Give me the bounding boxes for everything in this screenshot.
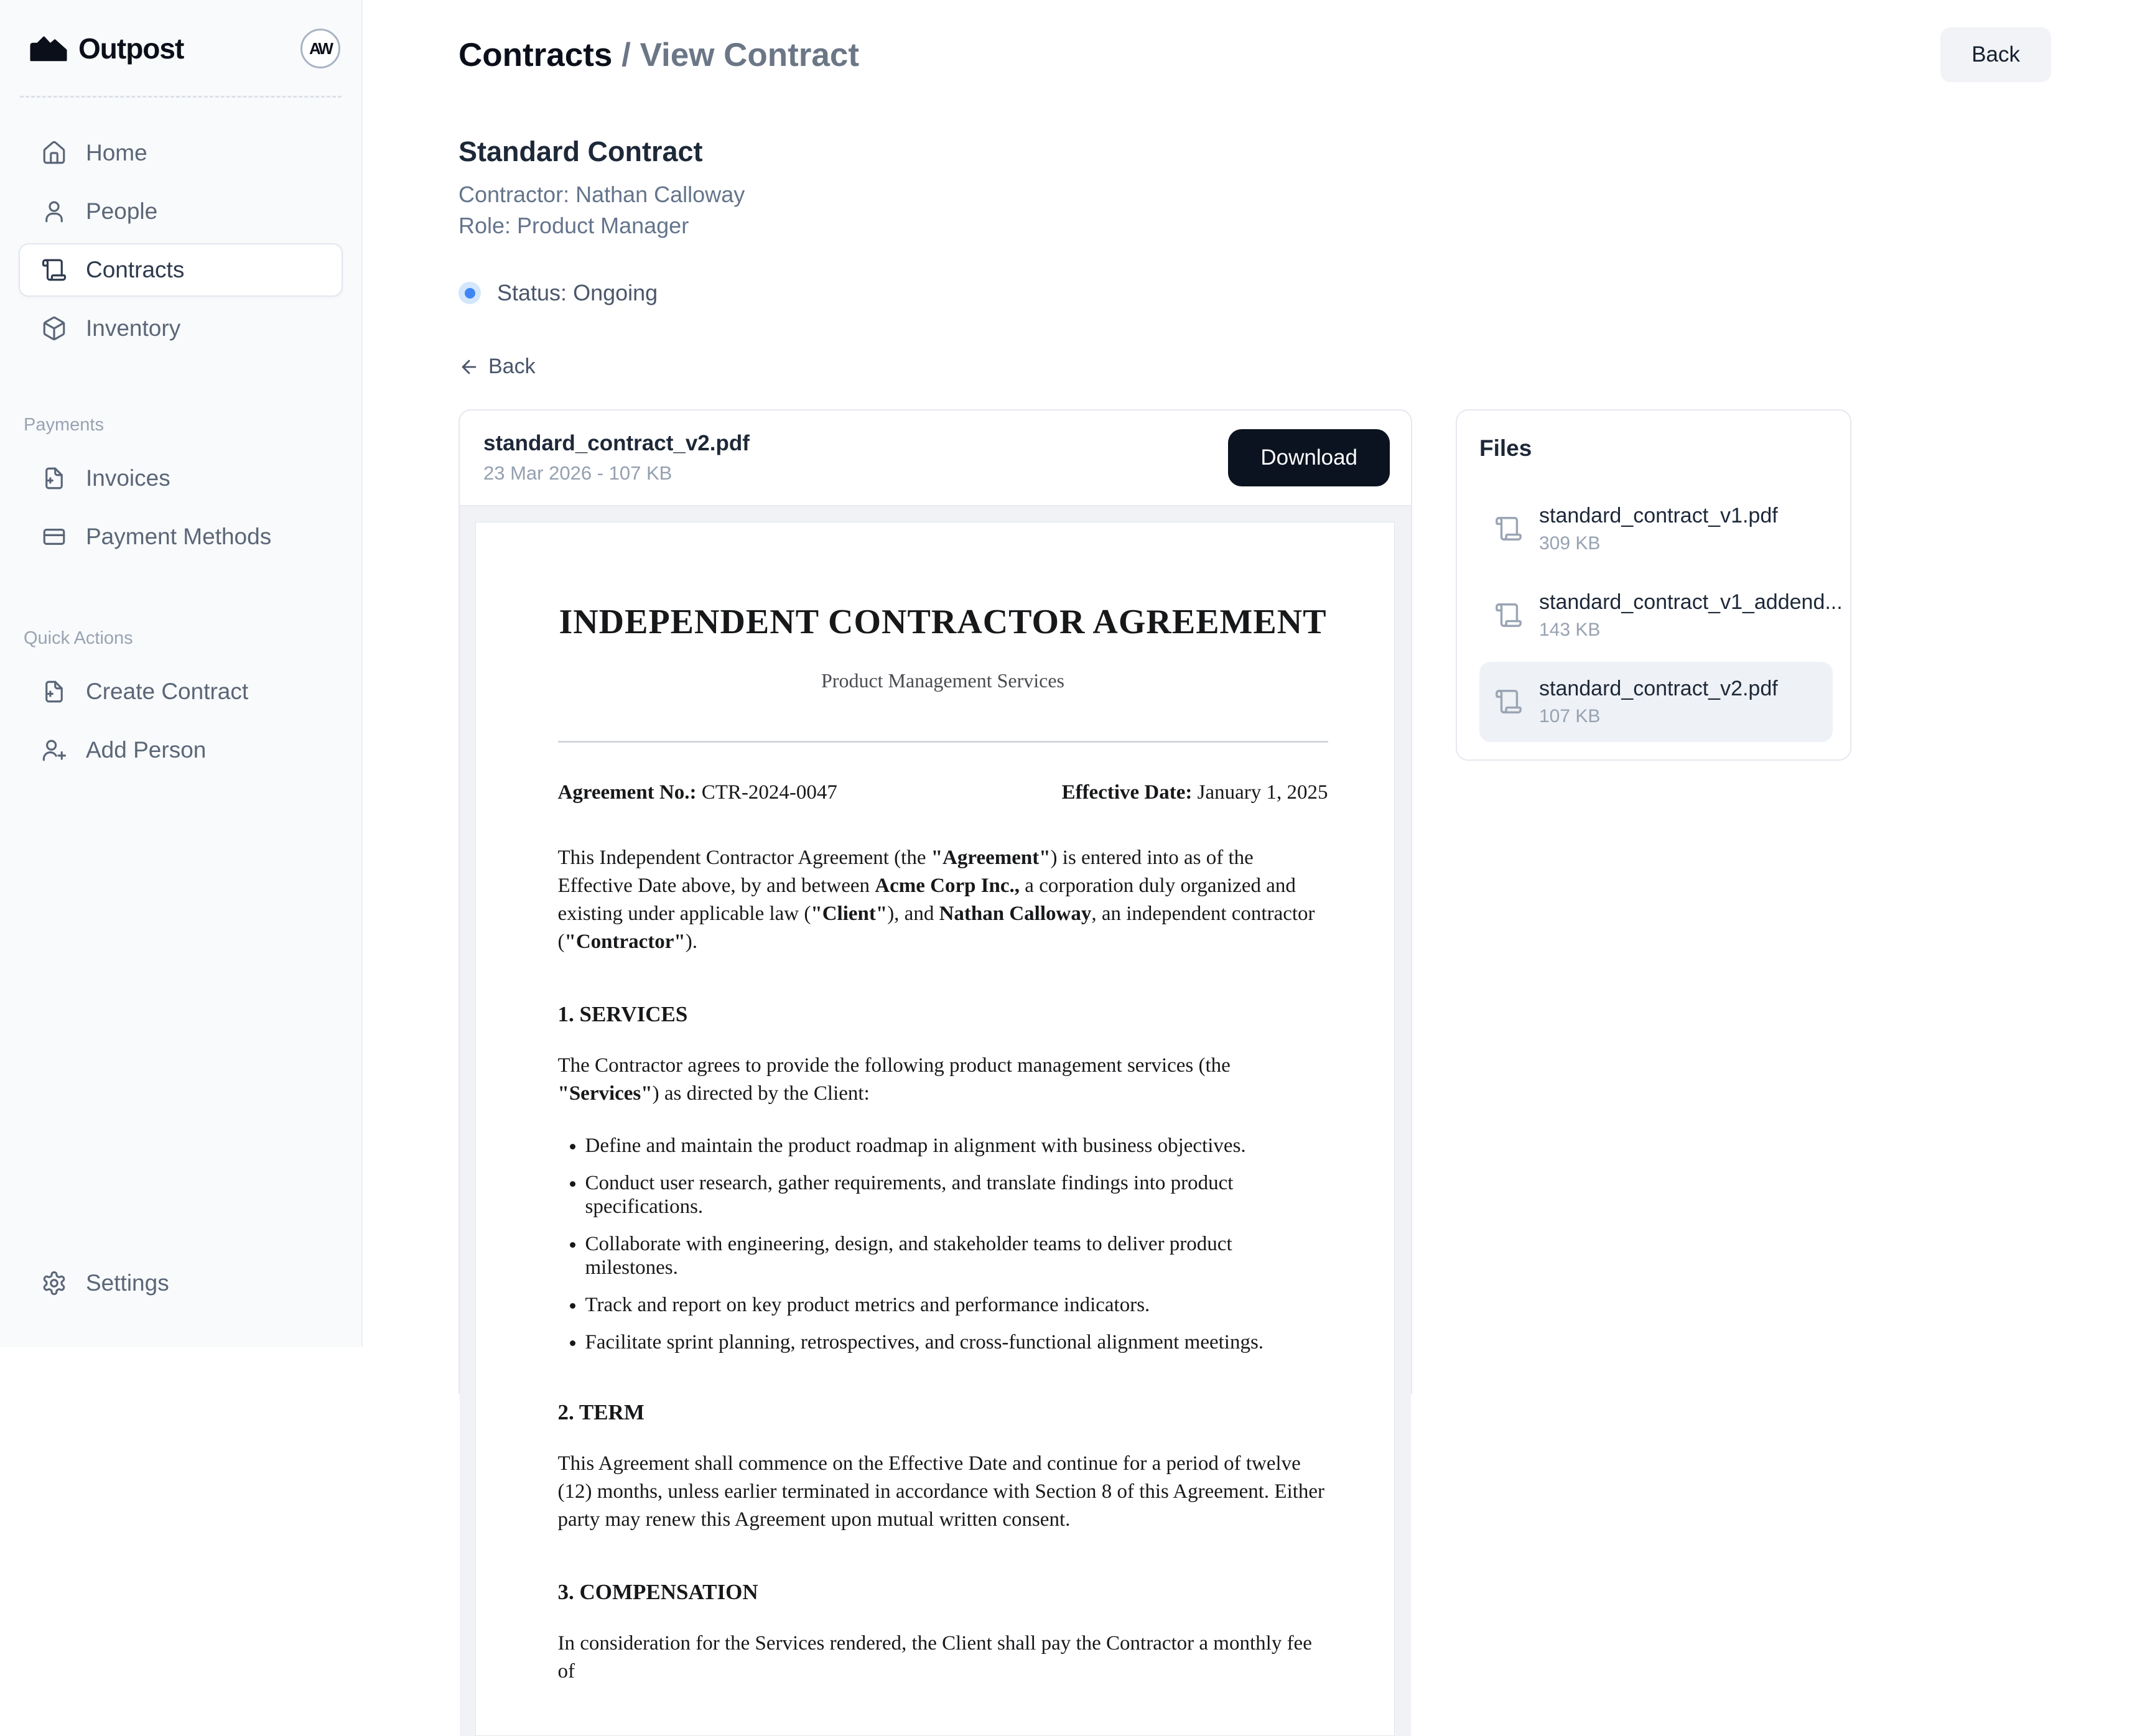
topbar (458, 27, 2051, 82)
services-bullet-list (558, 1134, 1328, 1354)
list-item: • Collaborate with engineering, design, and stakeholder teams to deliver product milestones. (585, 1232, 1328, 1279)
file-list (1479, 489, 1843, 742)
role-line: Role: Product Manager (458, 213, 689, 238)
payments-section-label: Payments (24, 415, 104, 435)
brand-logo[interactable] (29, 32, 184, 65)
cards-row (458, 409, 2051, 1683)
pdf-filename: standard_contract_v2.pdf (483, 430, 750, 455)
document-meta-row (558, 781, 1328, 804)
document-intro-paragraph: This Independent Contractor Agreement (the "Agreement") is entered into as of the Effective Date above, by and between Acme Corp Inc., a corporation duly organized and existing under applicable law ("Client"), and Nathan Calloway, an independent contractor ("Contractor"). (557, 846, 1315, 953)
gear-icon (41, 1270, 67, 1296)
sidebar-item-add-person[interactable] (19, 723, 343, 777)
pdf-file-info (483, 431, 750, 485)
scroll-icon (1494, 601, 1523, 629)
download-button[interactable]: Download (1228, 429, 1390, 486)
file-plus-icon (41, 679, 67, 705)
sidebar-header (19, 24, 343, 68)
sidebar-item-label: Inventory (86, 315, 181, 341)
file-item-v2-selected[interactable] (1479, 662, 1833, 742)
credit-card-icon (41, 524, 67, 550)
status-row (458, 280, 2051, 306)
main-content (363, 0, 2150, 1683)
effective-date (1062, 781, 1328, 804)
document-subtitle: Product Management Services (821, 669, 1064, 692)
breadcrumb-separator: / (621, 37, 631, 73)
file-name: standard_contract_v2.pdf (1539, 676, 1778, 700)
pdf-page (475, 522, 1395, 1736)
sidebar-item-label: Create Contract (86, 679, 249, 704)
file-plus-icon (41, 465, 67, 491)
contract-header (458, 136, 2051, 381)
sidebar-item-label: Invoices (86, 465, 170, 491)
scroll-icon (41, 257, 67, 283)
arrow-left-icon (458, 356, 480, 378)
contract-subtitle (458, 179, 2051, 241)
document-title: INDEPENDENT CONTRACTOR AGREEMENT (559, 602, 1327, 641)
breadcrumb-view-contract: View Contract (640, 37, 860, 73)
files-panel-title: Files (1479, 435, 1532, 461)
sidebar-item-label: Payment Methods (86, 524, 272, 549)
pdf-viewer[interactable] (460, 505, 1411, 1736)
section-1-intro: The Contractor agrees to provide the following product management services (the "Services") as directed by the Client: (557, 1054, 1231, 1105)
sidebar-spacer (19, 777, 343, 1256)
quick-actions-nav (19, 665, 343, 777)
effective-date-label: Effective Date: (1061, 781, 1193, 804)
scroll-icon (1494, 687, 1523, 716)
breadcrumb-contracts[interactable]: Contracts (458, 37, 613, 73)
document-divider (558, 741, 1328, 743)
scroll-icon (1494, 514, 1523, 543)
section-2-heading: 2. TERM (557, 1399, 645, 1424)
sidebar-divider (20, 96, 342, 98)
sidebar-item-inventory[interactable] (19, 302, 343, 355)
sidebar-item-settings[interactable] (19, 1256, 343, 1310)
page-title: Standard Contract (458, 136, 703, 167)
sidebar-item-label: Add Person (86, 737, 207, 763)
agreement-number-value: CTR-2024-0047 (701, 781, 837, 804)
pdf-preview-card (458, 409, 1412, 1683)
status-dot-icon (458, 282, 481, 304)
contractor-line: Contractor: Nathan Calloway (458, 182, 745, 207)
agreement-number (558, 781, 837, 804)
list-item: • Conduct user research, gather requirements, and translate findings into product specifications. (585, 1171, 1328, 1218)
sidebar-item-invoices[interactable] (19, 452, 343, 505)
payments-nav (19, 452, 343, 564)
file-item-text (1539, 504, 1778, 554)
back-link-label: Back (488, 355, 536, 378)
file-size: 309 KB (1539, 532, 1601, 554)
section-3-heading: 3. COMPENSATION (557, 1579, 758, 1604)
file-size: 143 KB (1539, 619, 1601, 640)
section-2-body: This Agreement shall commence on the Effective Date and continue for a period of twelve (12) months, unless earlier terminated in accordance with Section 8 of this Agreement. Either party may renew this Agreement upon mutual written consent. (557, 1452, 1325, 1531)
status-badge: Status: Ongoing (497, 280, 658, 305)
back-link[interactable] (458, 355, 536, 379)
sidebar-item-payment-methods[interactable] (19, 510, 343, 564)
file-name: standard_contract_v1.pdf (1539, 503, 1778, 527)
user-plus-icon (41, 737, 67, 763)
pdf-card-header (460, 411, 1411, 505)
sidebar-item-home[interactable] (19, 126, 343, 180)
user-avatar[interactable]: AW (300, 29, 340, 68)
sidebar-item-label: Home (86, 140, 147, 165)
section-1-heading: 1. SERVICES (557, 1001, 688, 1026)
file-item-text (1539, 677, 1778, 727)
file-item-text (1539, 590, 1843, 641)
list-item: • Define and maintain the product roadmap in alignment with business objectives. (585, 1134, 1328, 1158)
list-item: • Facilitate sprint planning, retrospectives, and cross-functional alignment meetings. (585, 1330, 1328, 1354)
brand-name: Outpost (78, 32, 184, 65)
outpost-logo-icon (29, 34, 68, 63)
section-3-body: In consideration for the Services rendered, the Client shall pay the Contractor a monthly fee of (557, 1632, 1312, 1683)
effective-date-value: January 1, 2025 (1197, 781, 1328, 804)
sidebar (0, 0, 363, 1347)
quick-actions-section-label: Quick Actions (24, 628, 133, 648)
list-item: • Track and report on key product metrics and performance indicators. (585, 1293, 1328, 1317)
file-item-v1[interactable] (1479, 489, 1833, 569)
file-size: 107 KB (1539, 705, 1601, 726)
sidebar-item-label: Settings (86, 1270, 169, 1296)
sidebar-item-label: Contracts (86, 257, 185, 282)
sidebar-item-contracts[interactable] (19, 243, 343, 297)
agreement-number-label: Agreement No.: (557, 781, 697, 804)
person-icon (41, 198, 67, 225)
sidebar-nav (19, 126, 343, 355)
back-button[interactable]: Back (1940, 27, 2051, 82)
pdf-filemeta: 23 Mar 2026 - 107 KB (483, 462, 672, 484)
file-item-v1-addendum[interactable] (1479, 575, 1843, 656)
files-panel (1456, 409, 1851, 761)
home-icon (41, 140, 67, 166)
sidebar-item-people[interactable] (19, 185, 343, 238)
sidebar-item-create-contract[interactable] (19, 665, 343, 718)
sidebar-item-label: People (86, 198, 158, 224)
package-icon (41, 315, 67, 341)
breadcrumb (458, 27, 859, 74)
file-name: standard_contract_v1_addend... (1539, 590, 1843, 614)
